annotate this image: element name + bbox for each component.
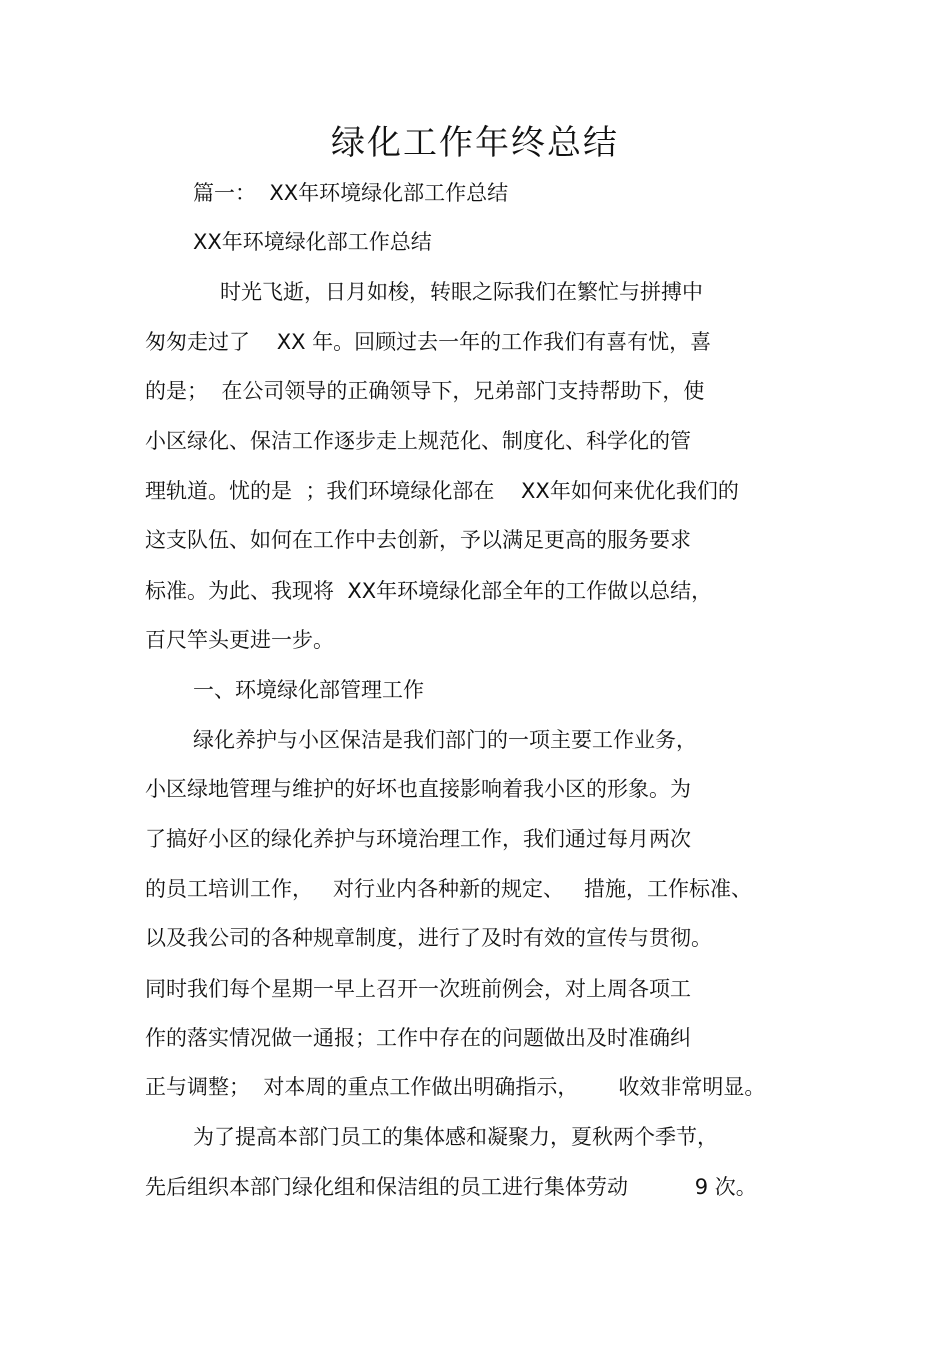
text-line: 了搞好小区的绿化养护与环境治理工作，我们通过每月两次: [145, 827, 691, 851]
text-line: 小区绿化、保洁工作逐步走上规范化、制度化、科学化的管: [145, 429, 691, 453]
text-line: 标准。为此、我现将 XX年环境绿化部全年的工作做以总结，: [145, 579, 713, 603]
text-line: 理轨道。忧的是 ；我们环境绿化部在 XX年如何来优化我们的: [145, 479, 739, 503]
text-line: 为了提高本部门员工的集体感和凝聚力，夏秋两个季节，: [193, 1125, 718, 1149]
section-heading: 一、环境绿化部管理工作: [193, 678, 424, 702]
text-line: 以及我公司的各种规章制度，进行了及时有效的宣传与贯彻。: [145, 926, 712, 950]
text-line: 同时我们每个星期一早上召开一次班前例会，对上周各项工: [145, 977, 691, 1001]
text-line: 时光飞逝，日月如梭，转眼之际我们在繁忙与拼搏中: [220, 280, 703, 304]
text-line: 匆匆走过了 XX 年。回顾过去一年的工作我们有喜有忧，喜: [145, 330, 712, 354]
heading-line: XX年环境绿化部工作总结: [193, 230, 432, 254]
text-line: 作的落实情况做一通报；工作中存在的问题做出及时准确纠: [145, 1026, 691, 1050]
text-line: 绿化养护与小区保洁是我们部门的一项主要工作业务，: [193, 728, 697, 752]
text-line: 这支队伍、如何在工作中去创新，予以满足更高的服务要求: [145, 528, 691, 552]
document-title: 绿化工作年终总结: [331, 123, 619, 163]
text-line: 的员工培训工作， 对行业内各种新的规定、 措施，工作标准、: [145, 877, 753, 901]
text-line: 的是； 在公司领导的正确领导下，兄弟部门支持帮助下，使: [145, 379, 705, 403]
text-line: 小区绿地管理与维护的好坏也直接影响着我小区的形象。为: [145, 777, 691, 801]
text-line: 百尺竿头更进一步。: [145, 628, 334, 652]
text-line: 先后组织本部门绿化组和保洁组的员工进行集体劳动 9 次。: [145, 1175, 757, 1199]
subtitle-line: 篇一： XX年环境绿化部工作总结: [193, 181, 509, 205]
text-line: 正与调整； 对本周的重点工作做出明确指示， 收效非常明显。: [145, 1075, 766, 1099]
